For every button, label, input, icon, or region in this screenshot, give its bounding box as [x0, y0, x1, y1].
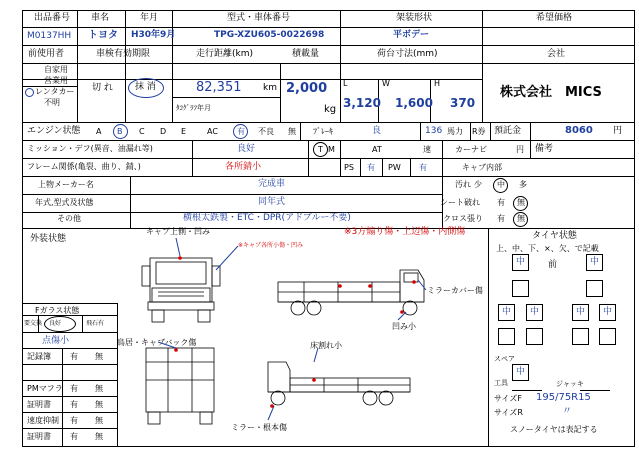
size-f-label: サイズF [494, 394, 522, 403]
dim-length: 3,120 [343, 96, 381, 110]
brake-value: 良 [372, 126, 382, 136]
nav-unit: 円 [516, 145, 524, 154]
year-label: 年月 [140, 13, 159, 23]
dirt-circle-icon [493, 178, 508, 193]
make-label: 車名 [91, 13, 110, 23]
doc-1-no: 無 [95, 352, 103, 361]
payload-unit: kg [324, 104, 337, 115]
notes-label: 備考 [535, 144, 554, 154]
tire-label: タイヤ状態 [532, 231, 577, 241]
dim-label: 荷台寸法(mm) [377, 49, 438, 59]
upper-year-label: 年式,型式及状態 [35, 198, 94, 207]
mileage-unit: km [263, 83, 277, 93]
cloth-yes: 有 [497, 214, 505, 223]
cab-interior-label: キャブ内部 [462, 163, 502, 172]
model-label: 型式・車体番号 [227, 13, 291, 23]
massho-label: 抹 消 [135, 82, 156, 92]
frame-label: フレーム関係(亀裂、曲り、錆、) [27, 162, 141, 171]
trans-circle-icon [313, 142, 328, 157]
stock-no-label: 出品番号 [34, 13, 71, 23]
exterior-note-dent: 凹み小 [392, 322, 416, 331]
glass-circle-icon [44, 316, 76, 332]
doc-6-no: 無 [95, 432, 103, 441]
ps-label: PS [344, 163, 354, 172]
doc-5-no: 無 [95, 416, 103, 425]
rental-label: レンタカー [35, 87, 75, 96]
ps-value: 有 [367, 163, 375, 172]
exterior-note-gates: ※3方煽り傷・上辺傷・内側傷 [344, 227, 466, 237]
glass-value: 点傷小 [42, 336, 70, 346]
tire-box-empty-3 [498, 328, 515, 345]
ac-opt-bad: 不良 [258, 127, 274, 136]
deposit-unit: 円 [613, 126, 623, 136]
tools-label: 工具 [494, 379, 508, 387]
ac-label: AC [207, 127, 218, 136]
ac-circle-icon [233, 124, 248, 139]
gears-label: 速 [423, 145, 431, 154]
cloth-circle-icon [513, 212, 528, 227]
tire-rl-in: 中 [526, 304, 543, 321]
mileage-value: 82,351 [196, 80, 242, 95]
dirt-high: 多 [519, 180, 527, 189]
brake-label: ﾌﾞﾚｰｷ [313, 127, 333, 136]
glass-label: Fガラス状態 [35, 306, 80, 315]
engine-grade-a: A [96, 127, 102, 136]
jikayo-label: 自家用 [44, 65, 68, 74]
glass-good: 良好 [49, 320, 62, 327]
dim-w-label: W [382, 79, 390, 88]
size-r-label: サイズR [494, 408, 523, 417]
doc-4-label: 証明書 [27, 400, 51, 409]
payload-value: 2,000 [286, 81, 328, 96]
engine-grade-c: C [139, 127, 145, 136]
size-f-value: 195/75R15 [536, 392, 591, 403]
horsepower: 136 [425, 126, 443, 136]
frame-value: 各所錆小 [225, 162, 262, 172]
trans-t: T [318, 145, 323, 154]
payload-label: 積載量 [292, 49, 320, 59]
fumei-label: 不明 [44, 98, 60, 107]
company-name: 株式会社 MICS [500, 85, 602, 100]
dirt-mid: 中 [497, 180, 505, 189]
exterior-note-cab-minor: ※キャブ各所小傷・凹み [238, 242, 304, 249]
pw-label: PW [388, 163, 401, 172]
seat-no: 無 [517, 198, 525, 207]
tire-spare: 中 [512, 364, 529, 381]
upper-year-value: 同年式 [258, 197, 286, 207]
mission-label: ミッション・デフ(異音、油漏れ等) [27, 144, 153, 153]
exterior-label: 外装状態 [30, 234, 67, 244]
pw-value: 有 [419, 163, 427, 172]
maker-value: 完成車 [258, 179, 286, 189]
exterior-note-torii: 鳥居・キャブバック傷 [117, 338, 197, 347]
doc-6-yes: 有 [70, 432, 78, 441]
tire-front-label: 前 [548, 260, 558, 270]
prev-user-label: 前使用者 [28, 49, 65, 59]
doc-4-yes: 有 [70, 400, 78, 409]
eigyo-label: 営業用 [44, 76, 68, 85]
deposit-value: 8060 [565, 125, 593, 136]
dim-width: 1,600 [395, 96, 433, 110]
kire-label: 切 れ [92, 83, 113, 93]
doc-3-yes: 有 [70, 384, 78, 393]
year: H30年9月 [131, 30, 176, 40]
body-type: 平ボデー [393, 30, 430, 40]
dim-l-label: L [343, 79, 348, 88]
doc-5-yes: 有 [70, 416, 78, 425]
cloth-no: 無 [517, 214, 525, 223]
trans-m: M [328, 145, 335, 154]
tire-rr-in: 中 [572, 304, 589, 321]
rental-check-icon [25, 88, 34, 97]
dirt-low: 少 [474, 180, 482, 189]
doc-5-label: 速度抑制 [27, 416, 59, 425]
truck-diagram [118, 227, 488, 445]
dim-h-label: H [434, 79, 441, 88]
other-value: 横根太鉄製・ETC・DPR(アドブルー不要) [183, 213, 351, 223]
tire-rr-out: 中 [599, 304, 616, 321]
shaken-label: 車検有効期限 [96, 49, 151, 59]
tire-rl-out: 中 [498, 304, 515, 321]
doc-1-yes: 有 [70, 352, 78, 361]
tire-box-empty-1 [512, 280, 529, 297]
seat-circle-icon [513, 196, 528, 211]
mission-value: 良好 [237, 144, 256, 154]
size-r-value: 〃 [562, 406, 572, 417]
tire-box-empty-4 [526, 328, 543, 345]
exterior-note-mirror-cover: ミラーカバー傷 [427, 286, 483, 295]
other-label: その他 [57, 214, 81, 223]
seat-yes: 有 [497, 198, 505, 207]
tire-fr: 中 [586, 254, 603, 271]
doc-6-label: 証明書 [27, 432, 51, 441]
deposit-label: 預託金 [494, 126, 522, 136]
price-label: 希望価格 [536, 13, 573, 23]
make: トヨタ [88, 30, 118, 41]
stock-no: M0137HH [27, 31, 72, 41]
engine-grade-d: D [160, 127, 167, 136]
ac-opt-none: 無 [288, 127, 296, 136]
doc-1-label: 記録簿 [27, 352, 51, 361]
engine-grade-circle-icon [113, 124, 128, 139]
model: TPG-XZU605-0022698 [214, 30, 325, 40]
ac-opt-yes: 有 [237, 127, 245, 136]
snow-note: スノータイヤは表記する [510, 425, 598, 434]
tire-box-empty-6 [599, 328, 616, 345]
dirt-label: 汚れ [455, 180, 471, 189]
tire-sub: 上、中、下、×、欠、で記載 [496, 244, 599, 253]
glass-chip: 飛石有 [86, 320, 105, 327]
doc-3-label: PMマフラ [27, 384, 63, 393]
tire-box-empty-5 [572, 328, 589, 345]
mileage-label: 走行距離(km) [196, 49, 254, 59]
cloth-label: クロス張り [443, 214, 483, 223]
tire-box-empty-2 [586, 280, 603, 297]
engine-grade-e: E [181, 127, 187, 136]
nav-label: カーナビ [455, 145, 487, 154]
exterior-note-floor: 床割れ小 [310, 341, 342, 350]
doc-3-no: 無 [95, 384, 103, 393]
tacho-label: ﾀｺｸﾞﾗﾌ年月 [176, 104, 211, 112]
fuel-label: R券 [472, 127, 486, 136]
engine-label: エンジン状態 [27, 126, 81, 136]
jack-label: ジャッキ [556, 380, 584, 388]
doc-4-no: 無 [95, 400, 103, 409]
exterior-note-mirror-base: ミラー・根本傷 [231, 423, 287, 432]
body-label: 架装形状 [396, 13, 433, 23]
engine-grade-b: B [117, 127, 123, 136]
dim-height: 370 [450, 96, 476, 110]
hp-label: 馬力 [447, 127, 463, 136]
spare-label: スペア [494, 355, 515, 363]
trans-at: AT [372, 145, 382, 154]
seat-label: シート破れ [440, 198, 480, 207]
company-label: 会社 [547, 49, 566, 59]
glass-need-replace: 要交換 [24, 320, 43, 327]
exterior-note-cab-top: キャブ上側・凹み [146, 227, 210, 236]
tire-fl: 中 [512, 254, 529, 271]
maker-label: 上物メーカー名 [38, 180, 94, 189]
